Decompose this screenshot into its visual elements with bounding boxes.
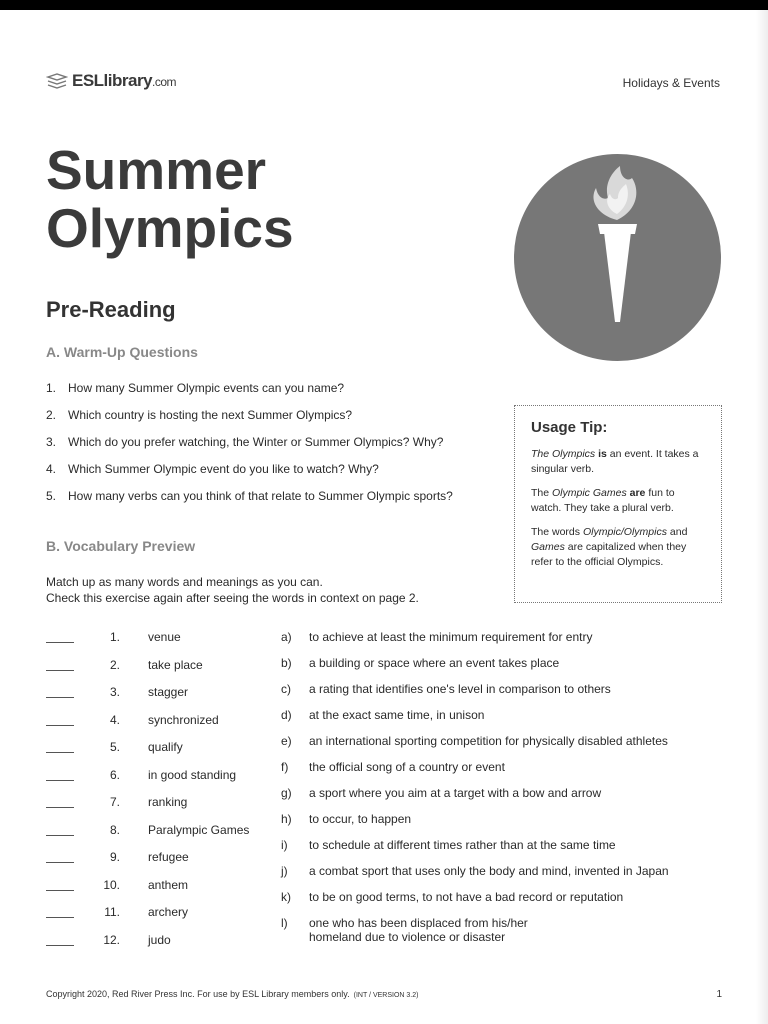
olympic-torch-icon <box>514 154 721 361</box>
usage-tip-para-3: The words Olympic/Olympics and Games are capitalized when they refer to the official Olympics. <box>531 526 688 568</box>
list-item: 4. synchronized <box>46 713 249 741</box>
list-item: 3. stagger <box>46 685 249 713</box>
list-item: 2. take place <box>46 658 249 686</box>
usage-tip-box <box>514 405 722 603</box>
list-item: c) a rating that identifies one's level in comparison to others <box>281 682 611 696</box>
answer-blank[interactable] <box>46 642 74 643</box>
title-line-2: Olympics <box>46 197 294 259</box>
list-item: 7. ranking <box>46 795 249 823</box>
list-item: 1. venue <box>46 630 249 658</box>
answer-blank[interactable] <box>46 917 74 918</box>
title-line-1: Summer <box>46 139 267 201</box>
vocab-word-list <box>46 630 249 960</box>
usage-tip-para-1: The Olympics is an event. It takes a singular verb. <box>531 448 699 475</box>
list-item: 4. Which Summer Olympic event do you like to watch? Why? <box>46 462 379 476</box>
list-item: 12. judo <box>46 933 249 961</box>
list-item: 5. qualify <box>46 740 249 768</box>
answer-blank[interactable] <box>46 890 74 891</box>
list-item: 3. Which do you prefer watching, the Winter or Summer Olympics? Why? <box>46 435 444 449</box>
list-item: 9. refugee <box>46 850 249 878</box>
answer-blank[interactable] <box>46 862 74 863</box>
list-item: 5. How many verbs can you think of that relate to Summer Olympic sports? <box>46 489 453 503</box>
list-item: b) a building or space where an event takes place <box>281 656 560 670</box>
list-item: j) a combat sport that uses only the body and mind, invented in Japan <box>281 864 669 878</box>
list-item: 11. archery <box>46 905 249 933</box>
list-item: 1. How many Summer Olympic events can you name? <box>46 381 345 395</box>
warm-up-questions <box>46 381 453 516</box>
page-shadow <box>756 10 768 1024</box>
section-tag: Holidays & Events <box>622 76 720 90</box>
vocab-preview-heading: B. Vocabulary Preview <box>46 538 196 554</box>
logo-text: ESLlibrary.com <box>72 71 177 90</box>
list-item: 10. anthem <box>46 878 249 906</box>
answer-blank[interactable] <box>46 835 74 836</box>
list-item: k) to be on good terms, to not have a bad record or reputation <box>281 890 624 904</box>
esl-library-logo <box>46 71 176 91</box>
page-title <box>46 141 294 257</box>
answer-blank[interactable] <box>46 697 74 698</box>
page-number: 1 <box>716 989 722 1000</box>
usage-tip-para-2: The Olympic Games are fun to watch. They take a plural verb. <box>531 487 675 514</box>
list-item: h) to occur, to happen <box>281 812 412 826</box>
list-item: e) an international sporting competition for physically disabled athletes <box>281 734 668 748</box>
usage-tip-heading: Usage Tip: <box>531 419 608 436</box>
scan-top-edge <box>0 0 768 10</box>
list-item: g) a sport where you aim at a target with a bow and arrow <box>281 786 602 800</box>
answer-blank[interactable] <box>46 780 74 781</box>
vocab-definition-list <box>281 630 669 942</box>
list-item: d) at the exact same time, in unison <box>281 708 485 722</box>
answer-blank[interactable] <box>46 807 74 808</box>
list-item: a) to achieve at least the minimum requirement for entry <box>281 630 593 644</box>
answer-blank[interactable] <box>46 725 74 726</box>
list-item: 8. Paralympic Games <box>46 823 249 851</box>
vocab-instructions: Match up as many words and meanings as you can. Check this exercise again after seeing the words in context on page 2. <box>46 575 419 605</box>
answer-blank[interactable] <box>46 752 74 753</box>
list-item: i) to schedule at different times rather than at the same time <box>281 838 616 852</box>
warm-up-heading: A. Warm-Up Questions <box>46 344 198 360</box>
list-item: l) one who has been displaced from his/her homeland due to violence or disaster <box>281 916 528 944</box>
answer-blank[interactable] <box>46 945 74 946</box>
list-item: 2. Which country is hosting the next Summer Olympics? <box>46 408 353 422</box>
list-item: f) the official song of a country or event <box>281 760 505 774</box>
pre-reading-heading: Pre-Reading <box>46 297 176 322</box>
list-item: 6. in good standing <box>46 768 249 796</box>
book-stack-icon <box>46 71 68 91</box>
copyright-footer: Copyright 2020, Red River Press Inc. For use by ESL Library members only. (INT / VERSION 3.2) <box>46 989 419 999</box>
answer-blank[interactable] <box>46 670 74 671</box>
